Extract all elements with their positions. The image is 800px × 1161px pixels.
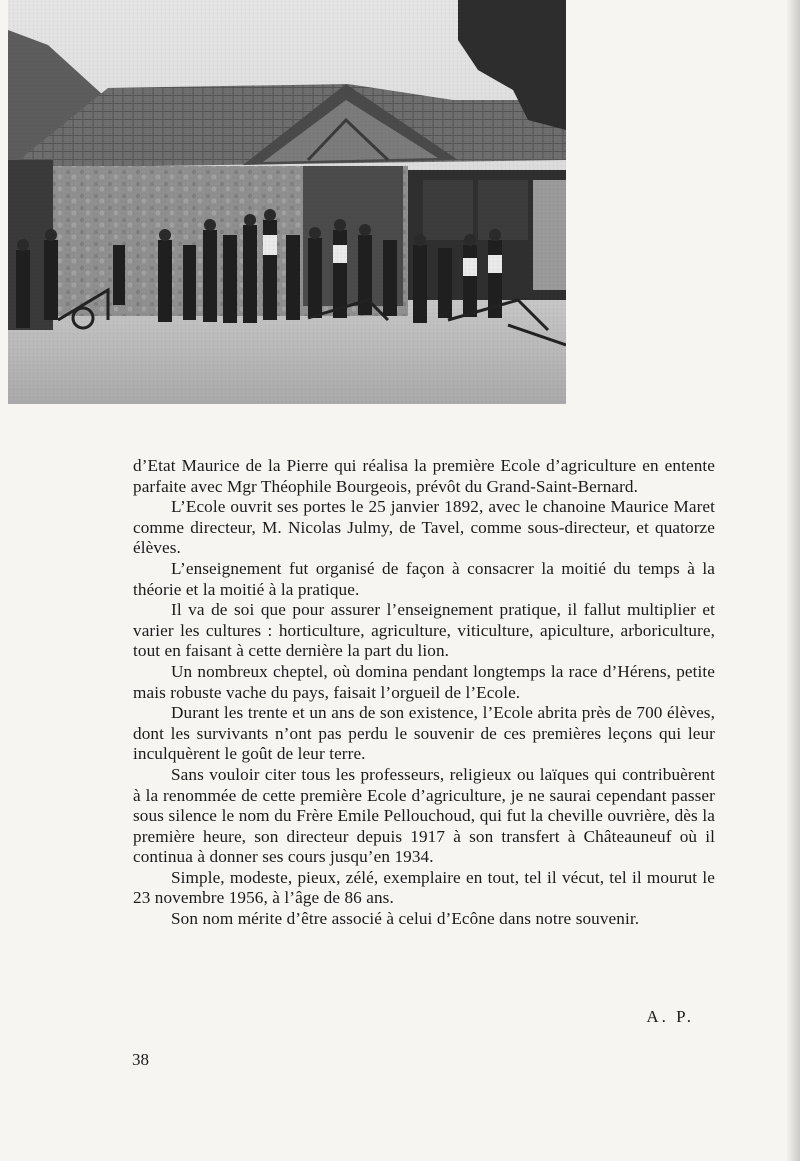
paragraph: Un nombreux cheptel, où domina pendant longtemps la race d’Hérens, petite mais robuste vache du pays, faisait l’orgueil de l’Ecole. <box>133 661 715 702</box>
paragraph: Simple, modeste, pieux, zélé, exemplaire en tout, tel il vécut, tel il mourut le 23 novembre 1956, à l’âge de 86 ans. <box>133 867 715 908</box>
page-number: 38 <box>132 1050 149 1069</box>
paragraph: L’enseignement fut organisé de façon à consacrer la moitié du temps à la théorie et la moitié à la pratique. <box>133 558 715 599</box>
paragraph: Durant les trente et un ans de son existence, l’Ecole abrita près de 700 élèves, dont les survivants n’ont pas perdu le souvenir de ces premières leçons qui leur inculquèrent le goût de leur terre. <box>133 703 715 764</box>
author-signature: A. P. <box>646 1007 694 1026</box>
page-edge-shadow <box>786 0 800 1161</box>
paragraph: Son nom mérite d’être associé à celui d’Ecône dans notre souvenir. <box>171 909 640 929</box>
paragraph: L’Ecole ouvrit ses portes le 25 janvier 1892, avec le chanoine Maurice Maret comme directeur, M. Nicolas Julmy, de Tavel, comme sous-directeur, et quatorze élèves. <box>133 497 715 558</box>
article-body <box>133 456 715 930</box>
photograph <box>8 0 566 404</box>
paragraph: d’Etat Maurice de la Pierre qui réalisa la première Ecole d’agriculture en entente parfaite avec Mgr Théophile Bourgeois, prévôt du Grand-Saint-Bernard. <box>133 456 715 496</box>
paragraph: Il va de soi que pour assurer l’enseignement pratique, il fallut multiplier et varier les cultures : horticulture, agriculture, viticulture, apiculture, arboriculture, tout en faisant à cette dernière la part du lion. <box>133 600 715 661</box>
paragraph: Sans vouloir citer tous les professeurs, religieux ou laïques qui contribuèrent à la renommée de cette première Ecole d’agriculture, je ne saurai cependant passer sous silence le nom du Frère Emile Pellouchoud, qui fut la cheville ouvrière, dès la première heure, son directeur depuis 1917 à son transfert à Châteauneuf où il continua à donner ses cours jusqu’en 1934. <box>133 764 715 867</box>
